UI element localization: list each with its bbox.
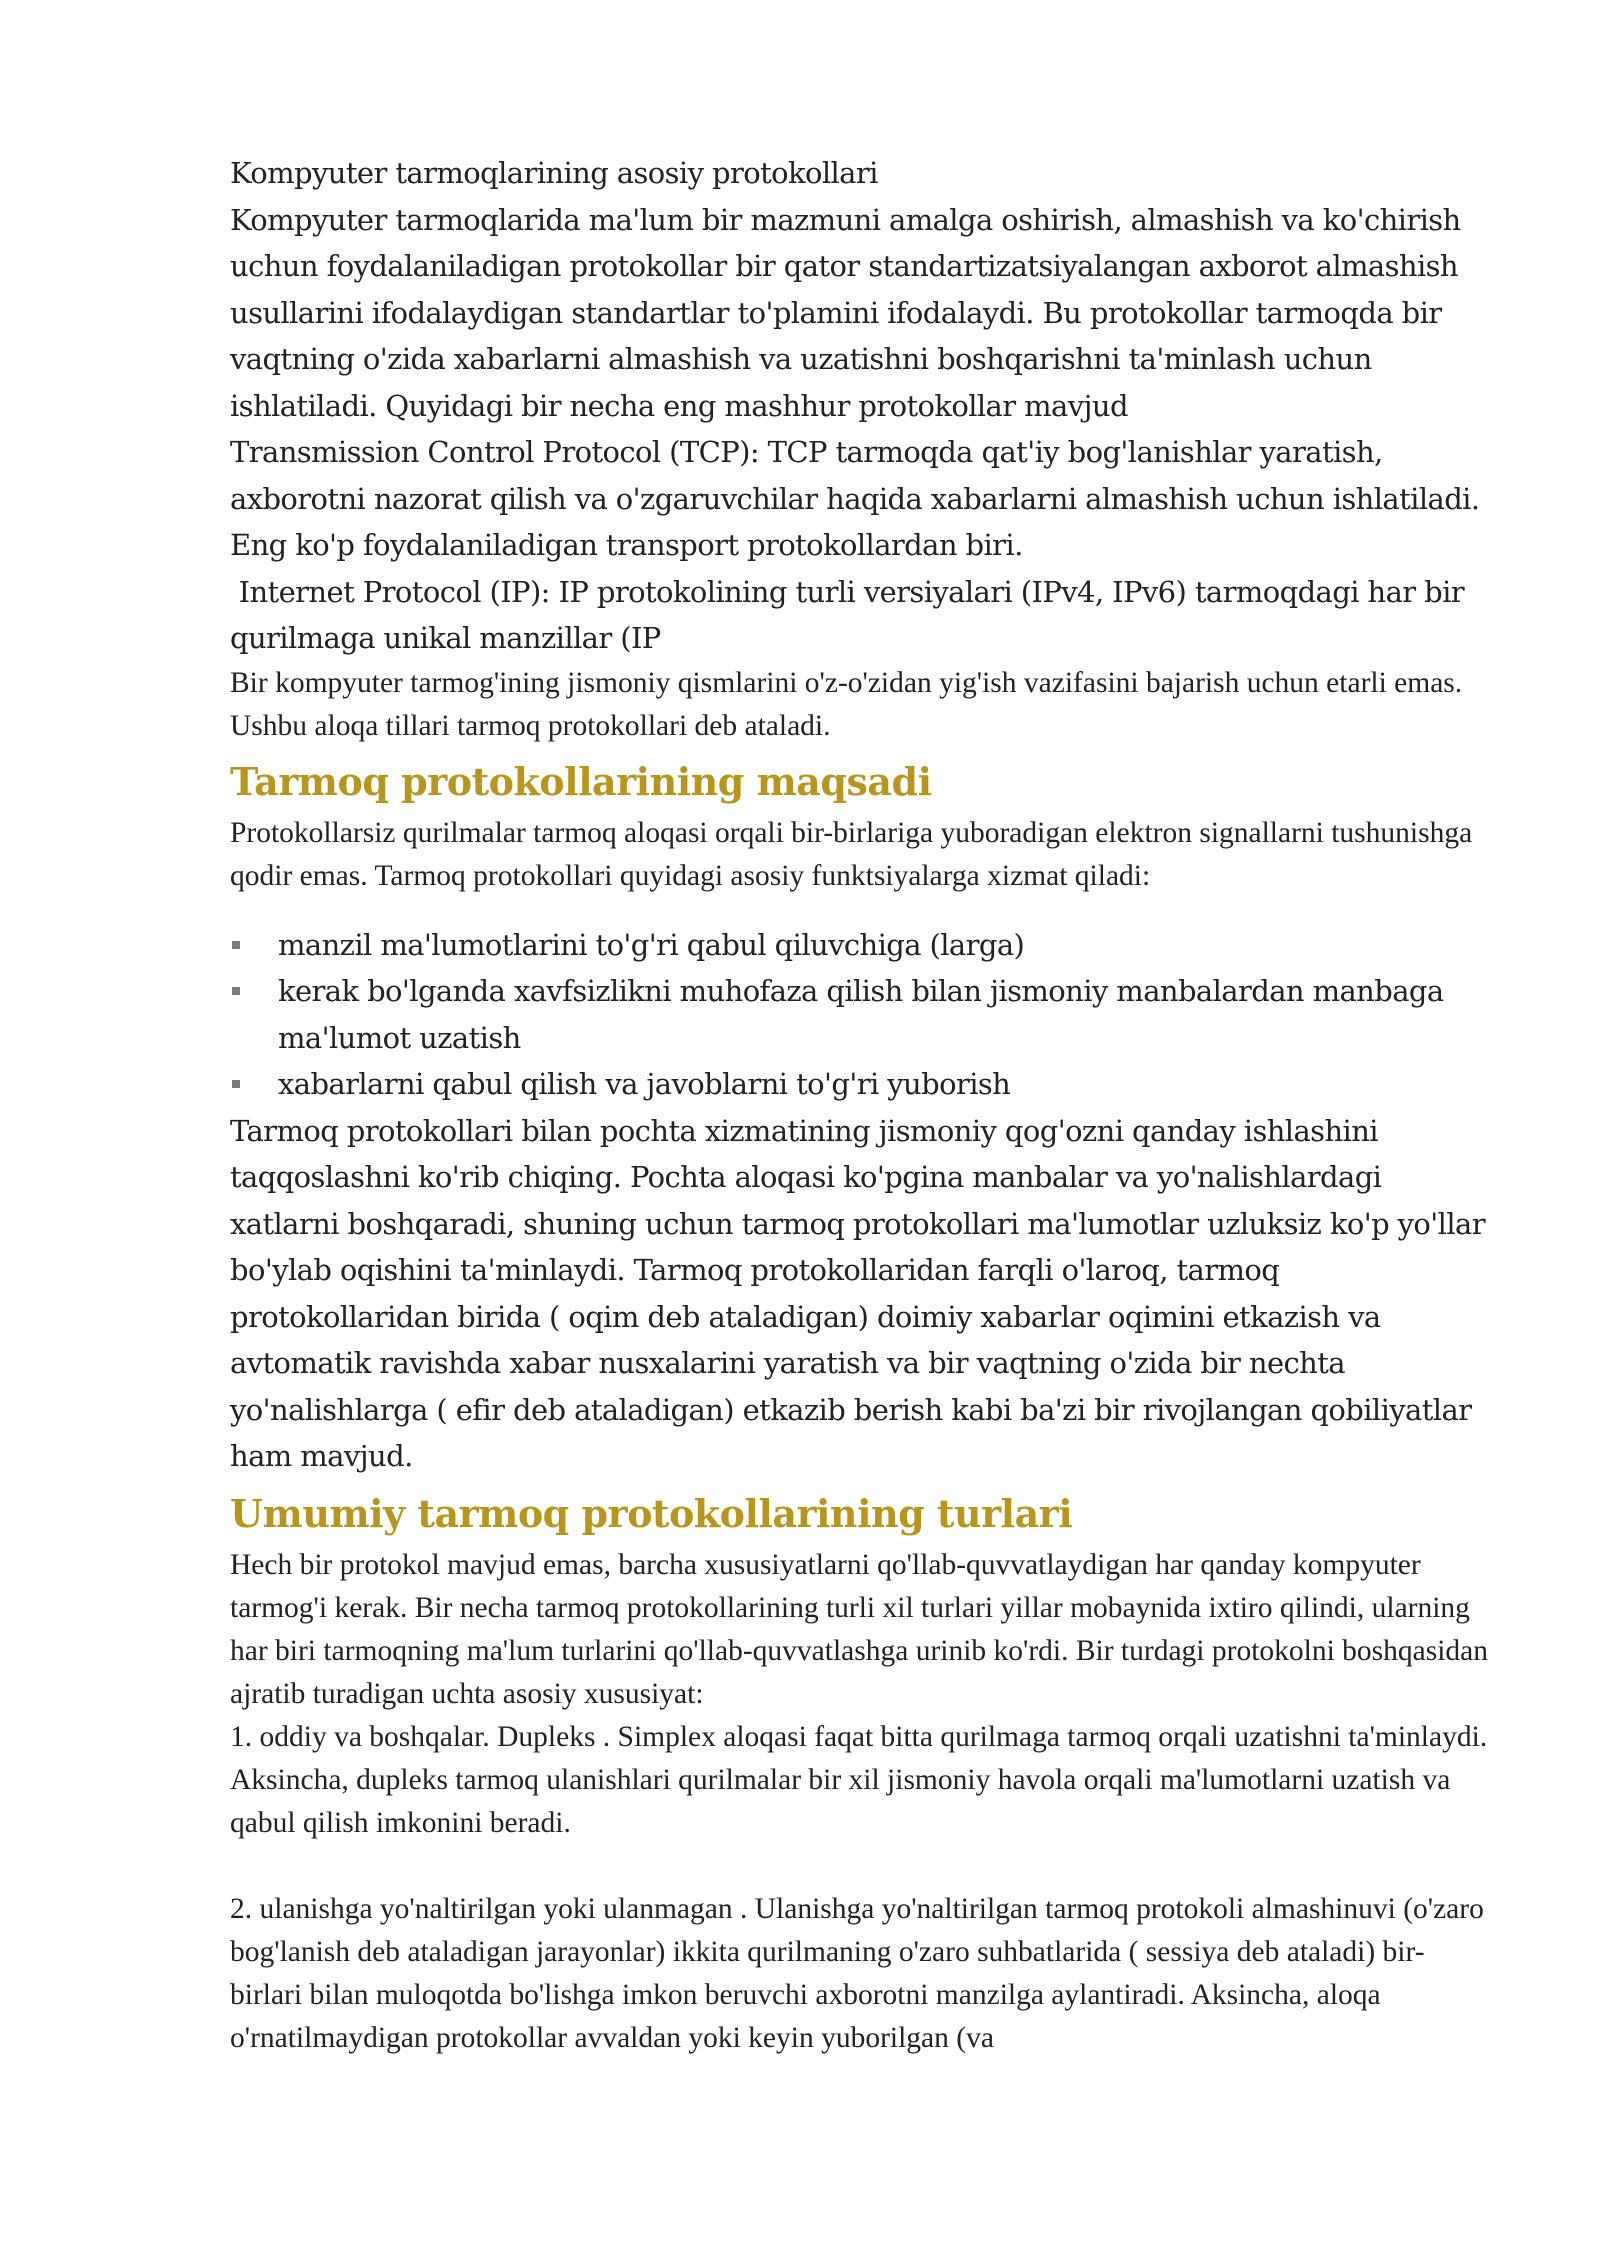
intro-paragraph-1: Kompyuter tarmoqlarida ma'lum bir mazmuni amalga oshirish, almashish va ko'chirish uchun foydalaniladigan protokollar bir qator standartizatsiyalangan axborot almashish usullarini ifodalaydigan standartlar to'plamini ifodalaydi. Bu protokollar tarmoqda bir vaqtning o'zida xabarlarni almashish va uzatishni boshqarishni ta'minlash uchun ishlatiladi. Quyidagi bir necha eng mashhur protokollar mavjud — [230, 202, 1461, 423]
bullet-square-icon — [232, 987, 240, 995]
document-title: Kompyuter tarmoqlarining asosiy protokollari — [230, 156, 878, 190]
document-page — [230, 150, 1490, 2060]
intro-paragraph-2: Bir kompyuter tarmog'ining jismoniy qismlarini o'z-o'zidan yig'ish vazifasini bajarish uchun etarli emas. Ushbu aloqa tillari tarmoq protokollari deb ataladi. — [230, 666, 1463, 742]
intro-paragraph-ip: Internet Protocol (IP): IP protokolining turli versiyalari (IPv4, IPv6) tarmoqdagi har bir qurilmaga unikal manzillar (IP — [230, 574, 1473, 655]
list-item — [230, 1061, 1490, 1108]
bullet-square-icon — [232, 1080, 240, 1088]
types-paragraph-duplex: 1. oddiy va boshqalar. Dupleks . Simplex aloqasi faqat bitta qurilmaga tarmoq orqali uzatishni ta'minlaydi. Aksincha, dupleks tarmoq ulanishlari qurilmalar bir xil jismoniy havola orqali ma'lumotlarni uzatish va qabul qilish imkonini beradi. — [230, 1720, 1488, 1839]
bullet-square-icon — [232, 941, 240, 949]
purpose-bullet-list — [230, 922, 1490, 1108]
intro-paragraph-tcp: Transmission Control Protocol (TCP): TCP tarmoqda qat'iy bog'lanishlar yaratish, axborotni nazorat qilish va o'zgaruvchilar haqida xabarlarni almashish uchun ishlatiladi. Eng ko'p foydalaniladigan transport protokollardan biri. — [230, 435, 1480, 562]
paragraph-spacer — [230, 1845, 1490, 1888]
purpose-paragraph-1: Protokollarsiz qurilmalar tarmoq aloqasi orqali bir-birlariga yuboradigan elektron signallarni tushunishga qodir emas. Tarmoq protokollari quyidagi asosiy funktsiyalarga xizmat qiladi: — [230, 816, 1473, 892]
list-item-text: manzil ma'lumotlarini to'g'ri qabul qiluvchiga (larga) — [278, 927, 1025, 962]
list-item — [230, 922, 1490, 969]
list-item — [230, 968, 1490, 1061]
types-paragraph-connection: 2. ulanishga yo'naltirilgan yoki ulanmagan . Ulanishga yo'naltirilgan tarmoq protokoli almashinuvi (o'zaro bog'lanish deb ataladigan jarayonlar) ikkita qurilmaning o'zaro suhbatlarida ( sessiya deb ataladi) bir-birlari bilan muloqotda bo'lishga imkon beruvchi axborotni manzilga aylantiradi. Aksincha, aloqa o'rnatilmaydigan protokollar avvaldan yoki keyin yuborilgan (va — [230, 1892, 1484, 2054]
section-heading-purpose: Tarmoq protokollarining maqsadi — [230, 758, 932, 804]
list-item-text: kerak bo'lganda xavfsizlikni muhofaza qilish bilan jismoniy manbalardan manbaga ma'lumot uzatish — [278, 974, 1444, 1055]
list-item-text: xabarlarni qabul qilish va javoblarni to'g'ri yuborish — [278, 1067, 1011, 1101]
section-heading-types: Umumiy tarmoq protokollarining turlari — [230, 1490, 1073, 1536]
types-paragraph-1: Hech bir protokol mavjud emas, barcha xususiyatlarni qo'llab-quvvatlaydigan har qanday kompyuter tarmog'i kerak. Bir necha tarmoq protokollarining turli xil turlari yillar mobaynida ixtiro qilindi, ularning har biri tarmoqning ma'lum turlarini qo'llab-quvvatlashga urinib ko'rdi. Bir turdagi protokolni boshqasidan ajratib turadigan uchta asosiy xususiyat: — [230, 1548, 1488, 1710]
purpose-paragraph-2: Tarmoq protokollari bilan pochta xizmatining jismoniy qog'ozni qanday ishlashini taqqoslashni ko'rib chiqing. Pochta aloqasi ko'pgina manbalar va yo'nalishlardagi xatlarni boshqaradi, shuning uchun tarmoq protokollari ma'lumotlar uzluksiz ko'p yo'llar bo'ylab oqishini ta'minlaydi. Tarmoq protokollaridan farqli o'laroq, tarmoq protokollaridan birida ( oqim deb ataladigan) doimiy xabarlar oqimini etkazish va avtomatik ravishda xabar nusxalarini yaratish va bir vaqtning o'zida bir nechta yo'nalishlarga ( efir deb ataladigan) etkazib berish kabi ba'zi bir rivojlangan qobiliyatlar ham mavjud. — [230, 1113, 1485, 1473]
